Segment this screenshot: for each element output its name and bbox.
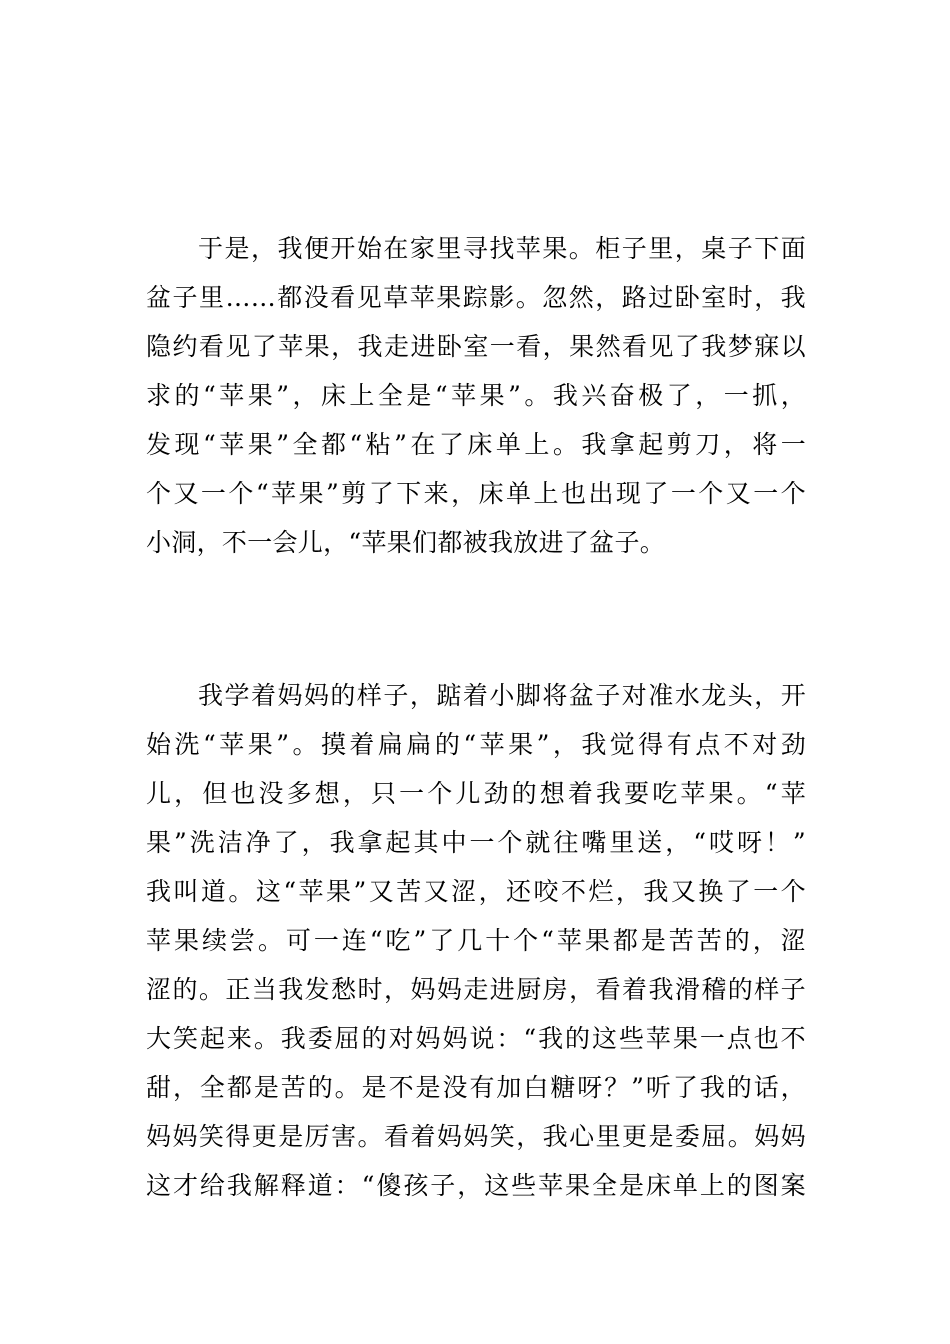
text-line: 果”洗洁净了，我拿起其中一个就往嘴里送，“哎呀！”: [146, 828, 806, 857]
text-line: 个又一个“苹果”剪了下来，床单上也出现了一个又一个: [146, 479, 806, 508]
text-line: 涩的。正当我发愁时，妈妈走进厨房，看着我滑稽的样子: [146, 975, 806, 1004]
text-line: 发现“苹果”全都“粘”在了床单上。我拿起剪刀，将一: [146, 430, 806, 459]
text-line: 小洞，不一会儿，“苹果们都被我放进了盆子。: [146, 528, 666, 557]
paragraph-2: [146, 671, 806, 1210]
text-line: 于是，我便开始在家里寻找苹果。柜子里，桌子下面: [198, 234, 806, 263]
paragraph-1: [146, 224, 806, 567]
text-line: 求的“苹果”，床上全是“苹果”。我兴奋极了，一抓，: [146, 381, 806, 410]
text-line: 儿，但也没多想，只一个儿劲的想着我要吃苹果。“苹: [146, 779, 806, 808]
text-line: 大笑起来。我委屈的对妈妈说：“我的这些苹果一点也不: [146, 1024, 806, 1053]
text-line: 苹果续尝。可一连“吃”了几十个“苹果都是苦苦的，涩: [146, 926, 806, 955]
text-line: 隐约看见了苹果，我走进卧室一看，果然看见了我梦寐以: [146, 332, 806, 361]
text-line: 妈妈笑得更是厉害。看着妈妈笑，我心里更是委屈。妈妈: [146, 1122, 806, 1151]
text-line: 盆子里……都没看见草苹果踪影。忽然，路过卧室时，我: [146, 283, 806, 312]
text-line: 甜，全都是苦的。是不是没有加白糖呀？”听了我的话，: [146, 1073, 806, 1102]
text-line: 始洗“苹果”。摸着扁扁的“苹果”，我觉得有点不对劲: [146, 730, 806, 759]
text-line: 我学着妈妈的样子，踮着小脚将盆子对准水龙头，开: [198, 681, 806, 710]
text-line: 这才给我解释道：“傻孩子，这些苹果全是床单上的图案: [146, 1171, 806, 1200]
text-line: 我叫道。这“苹果”又苦又涩，还咬不烂，我又换了一个: [146, 877, 806, 906]
